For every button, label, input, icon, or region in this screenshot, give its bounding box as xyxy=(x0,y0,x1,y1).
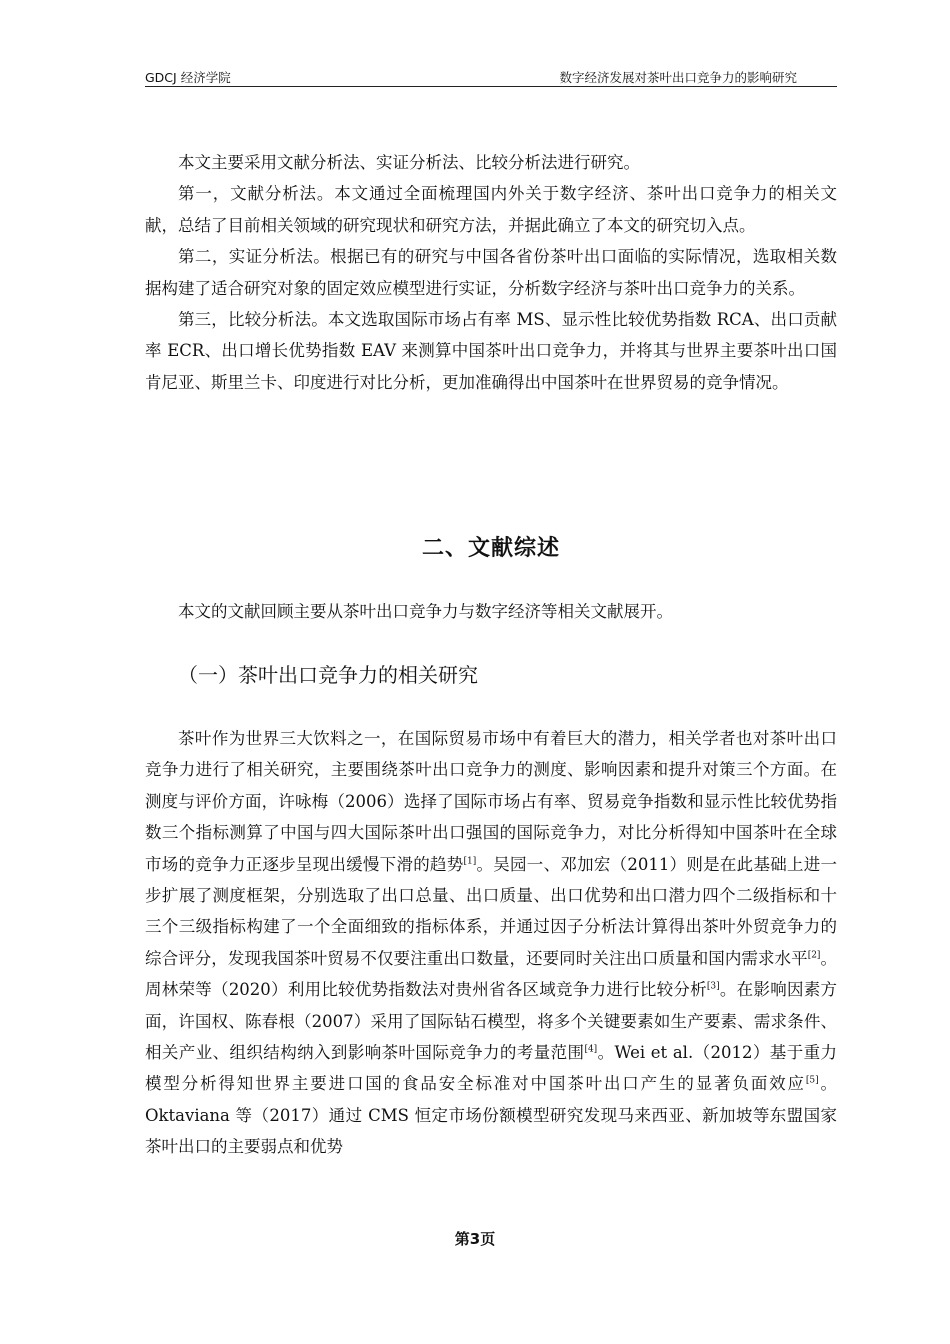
text-segment: 茶叶作为世界三大饮料之一，在国际贸易市场中有着巨大的潜力，相关学者也对茶叶出口竞争力进行了相关研究，主要围绕茶叶出口竞争力的测度、影响因素和提升对策三个方面。在测度与评价方面，许咏梅（2006）选择了国际市场占有率、贸易竞争指数和显示性比较优势指数三个指标测算了中国与四大国际茶叶出口强国的国际竞争力，对比分析得知中国茶叶在全球市场的竞争力正逐步呈现出缓慢下滑的趋势 xyxy=(145,729,837,874)
paragraph: 第二，实证分析法。根据已有的研究与中国各省份茶叶出口面临的实际情况，选取相关数据构建了适合研究对象的固定效应模型进行实证，分析数字经济与茶叶出口竞争力的关系。 xyxy=(145,247,837,298)
page-header xyxy=(145,66,837,87)
section-intro xyxy=(145,596,837,627)
methods-section xyxy=(145,147,837,398)
header-institution: GDCJ 经济学院 xyxy=(145,70,231,85)
text-segment: 。在影响因素方面，许国权、陈春根（2007）采用了国际钻石模型，将多个关键要素如生产要素、需求条件、相关产业、组织结构纳入到影响茶叶国际竞争力的考量范围 xyxy=(145,980,837,1063)
page-number: 第3页 xyxy=(454,1230,496,1248)
paragraph: 本文的文献回顾主要从茶叶出口竞争力与数字经济等相关文献展开。 xyxy=(178,602,673,621)
subsection-heading: （一）茶叶出口竞争力的相关研究 xyxy=(178,663,478,687)
paragraph xyxy=(145,723,837,1163)
text-segment: 。吴园一、邓加宏（2011）则是在此基础上进一步扩展了测度框架，分别选取了出口总量、出口质量、出口优势和出口潜力四个二级指标和十三个三级指标构建了一个全面细致的指标体系，并通过因子分析法计算得出茶叶外贸竞争力的综合评分，发现我国茶叶贸易不仅要注重出口数量，还要同时关注出口质量和国内需求水平 xyxy=(145,854,837,968)
literature-review-body xyxy=(145,723,837,1163)
citation-ref: [3] xyxy=(706,981,720,992)
paragraph: 第三，比较分析法。本文选取国际市场占有率 MS、显示性比较优势指数 RCA、出口贡献率 ECR、出口增长优势指数 EAV 来测算中国茶叶出口竞争力，并将其与世界主要茶叶出口国肯尼亚、斯里兰卡、印度进行对比分析，更加准确得出中国茶叶在世界贸易的竞争情况。 xyxy=(145,310,837,392)
section-heading: 二、文献综述 xyxy=(421,536,560,561)
text-segment: 。周林荣等（2020）利用比较优势指数法对贵州省各区域竞争力进行比较分析 xyxy=(145,948,838,1000)
text-segment: 。Oktaviana 等（2017）通过 CMS 恒定市场份额模型研究发现马来西亚、新加坡等东盟国家茶叶出口的主要弱点和优势 xyxy=(145,1074,838,1157)
paragraph: 本文主要采用文献分析法、实证分析法、比较分析法进行研究。 xyxy=(178,153,640,172)
header-paper-title: 数字经济发展对茶叶出口竞争力的影响研究 xyxy=(559,70,797,85)
text-segment: 。Wei et al.（2012）基于重力模型分析得知世界主要进口国的食品安全标准对中国茶叶出口产生的显著负面效应 xyxy=(145,1043,837,1094)
citation-ref: [1] xyxy=(463,856,477,867)
citation-ref: [5] xyxy=(805,1075,819,1086)
paragraph: 第一，文献分析法。本文通过全面梳理国内外关于数字经济、茶叶出口竞争力的相关文献，总结了目前相关领域的研究现状和研究方法，并据此确立了本文的研究切入点。 xyxy=(145,184,837,235)
citation-ref: [4] xyxy=(584,1044,598,1055)
citation-ref: [2] xyxy=(807,950,821,961)
